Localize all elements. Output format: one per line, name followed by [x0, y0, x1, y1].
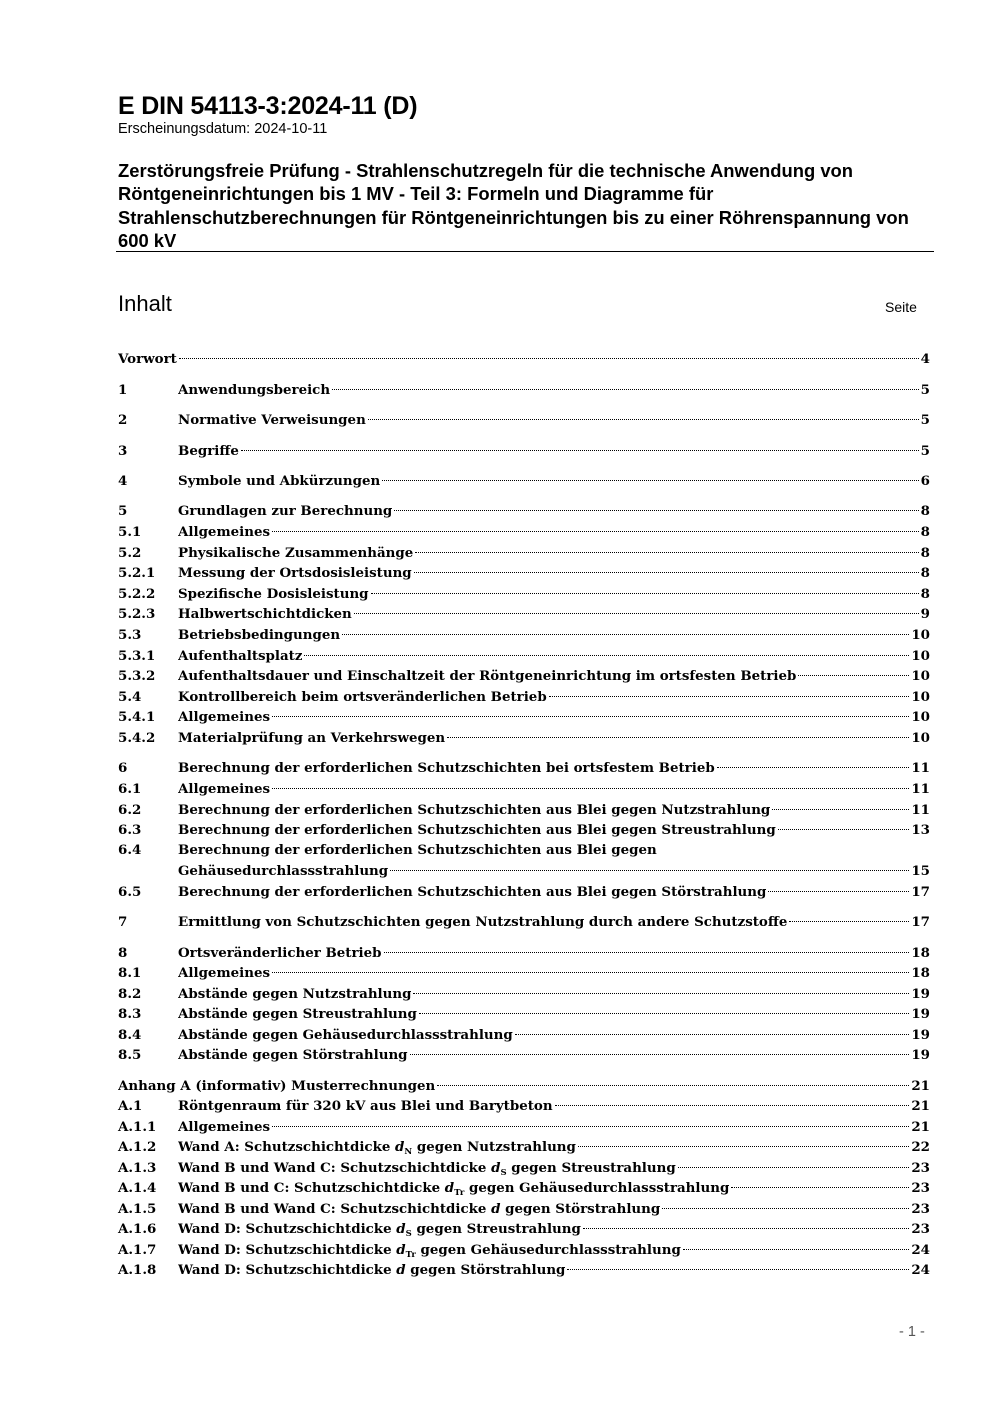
toc-entry[interactable]: [118, 1004, 930, 1024]
toc-entry-title: Aufenthaltsdauer und Einschaltzeit der Röntgeneinrichtung im ortsfesten Betrieb: [178, 668, 797, 684]
toc-entry-title: [178, 1260, 565, 1285]
toc-entry-title: Anwendungsbereich: [178, 382, 331, 398]
toc-entry-number: 8: [118, 945, 128, 961]
toc-entry-title-part: Wand D: Schutzschichtdicke: [178, 1242, 397, 1258]
toc-entry-title-part: Wand D: Schutzschichtdicke: [178, 1221, 397, 1237]
toc-dot-leader: [272, 788, 909, 789]
toc-entry-title-part: Wand B und Wand C: Schutzschichtdicke: [178, 1160, 492, 1176]
page-number: - 1 -: [899, 1324, 925, 1340]
toc-entry[interactable]: [118, 1199, 930, 1219]
toc-entry-number: 5.4.2: [118, 730, 156, 746]
toc-dot-leader: [414, 572, 919, 573]
toc-dot-leader: [583, 1228, 909, 1229]
toc-entry[interactable]: [118, 501, 930, 521]
toc-entry[interactable]: [118, 758, 930, 778]
toc-entry-page: 8: [920, 586, 930, 602]
toc-entry-page: 11: [911, 760, 930, 776]
toc-entry-title-part: gegen Streustrahlung: [411, 1221, 581, 1237]
toc-dot-leader: [410, 1054, 910, 1055]
toc-entry-page: 23: [911, 1201, 930, 1217]
toc-entry[interactable]: [118, 728, 930, 748]
toc-entry-number: 4: [118, 473, 128, 489]
toc-dot-leader: [419, 1013, 909, 1014]
toc-entry-page: 6: [920, 473, 930, 489]
toc-dot-leader: [382, 480, 918, 481]
toc-entry[interactable]: [118, 441, 930, 461]
toc-entry[interactable]: [118, 1178, 930, 1198]
toc-entry-page: 13: [911, 822, 930, 838]
toc-dot-leader: [731, 1187, 909, 1188]
toc-entry-number: 5.3.1: [118, 648, 156, 664]
toc-entry-symbol-subscript: N: [404, 1147, 413, 1157]
toc-entry-page: 8: [920, 503, 930, 519]
toc-entry-number: 6: [118, 760, 128, 776]
toc-entry-page: 4: [920, 351, 930, 367]
toc-entry-number: 8.5: [118, 1047, 142, 1063]
toc-entry-title: Allgemeines: [178, 965, 271, 981]
toc-dot-leader: [515, 1034, 910, 1035]
toc-entry[interactable]: [118, 1045, 930, 1065]
toc-dot-leader: [555, 1105, 910, 1106]
toc-entry-page: 19: [911, 1027, 930, 1043]
toc-dot-leader: [768, 891, 909, 892]
toc-dot-leader: [789, 921, 909, 922]
toc-entry-page: 24: [911, 1262, 930, 1278]
toc-entry-title: Berechnung der erforderlichen Schutzschichten aus Blei gegen: [178, 842, 657, 858]
toc-entry-page: 24: [911, 1242, 930, 1258]
toc-entry[interactable]: [118, 840, 930, 860]
toc-entry-number: 5.3.2: [118, 668, 156, 684]
toc-entry[interactable]: [118, 1240, 930, 1260]
toc-entry-title-part: Wand A: Schutzschichtdicke: [178, 1139, 396, 1155]
toc-entry-title: Spezifische Dosisleistung: [178, 586, 369, 602]
toc-entry[interactable]: [118, 779, 930, 799]
toc-entry-page: 5: [920, 443, 930, 459]
toc-entry[interactable]: [118, 625, 930, 645]
toc-entry[interactable]: [118, 1137, 930, 1157]
toc-entry-symbol-subscript: S: [500, 1168, 507, 1178]
toc-entry-title-part: Wand D: Schutzschichtdicke: [178, 1262, 397, 1278]
toc-entry-title: Kontrollbereich beim ortsveränderlichen Betrieb: [178, 689, 547, 705]
toc-dot-leader: [390, 870, 909, 871]
toc-dot-leader: [567, 1269, 909, 1270]
toc-entry-page: 19: [911, 1006, 930, 1022]
toc-entry-symbol: d: [395, 1139, 405, 1155]
toc-heading: Inhalt: [118, 291, 172, 316]
toc-entry-title: Röntgenraum für 320 kV aus Blei und Barytbeton: [178, 1098, 553, 1114]
toc-entry-page: 21: [911, 1119, 930, 1135]
toc-dot-leader: [415, 552, 918, 553]
toc-entry-title: Normative Verweisungen: [178, 412, 366, 428]
toc-entry-page: 5: [920, 382, 930, 398]
toc-dot-leader: [272, 1126, 909, 1127]
toc-entry-page: 21: [911, 1078, 930, 1094]
toc-entry[interactable]: [118, 349, 930, 369]
toc-entry-page: 23: [911, 1180, 930, 1196]
toc-dot-leader: [437, 1085, 909, 1086]
toc-entry-title-part: gegen Nutzstrahlung: [412, 1139, 576, 1155]
toc-dot-leader: [662, 1208, 909, 1209]
toc-entry[interactable]: [118, 563, 930, 583]
toc-entry-number: A.1.2: [118, 1139, 157, 1155]
toc-entry-title-part: gegen Gehäusedurchlassstrahlung: [415, 1242, 681, 1258]
toc-entry-number: 5.4: [118, 689, 142, 705]
toc-entry-title: Berechnung der erforderlichen Schutzschichten aus Blei gegen Streustrahlung: [178, 822, 776, 838]
toc-entry-number: 6.4: [118, 842, 142, 858]
toc-entry-continuation[interactable]: [178, 861, 930, 881]
toc-entry-page: 18: [911, 945, 930, 961]
toc-entry-number: 2: [118, 412, 128, 428]
toc-entry-number: 8.2: [118, 986, 142, 1002]
toc-entry-title: Abstände gegen Nutzstrahlung: [178, 986, 412, 1002]
toc-entry[interactable]: [118, 666, 930, 686]
toc-entry-title: Begriffe: [178, 443, 239, 459]
toc-entry-page: 11: [911, 781, 930, 797]
toc-entry-number: 7: [118, 914, 128, 930]
toc-entry-page: 10: [911, 709, 930, 725]
toc-entry-page: 17: [911, 884, 930, 900]
toc-entry[interactable]: [118, 943, 930, 963]
toc-dot-leader: [332, 389, 919, 390]
toc-entry-title-part: gegen Streustrahlung: [506, 1160, 676, 1176]
toc-entry[interactable]: [118, 1219, 930, 1239]
toc-dot-leader: [272, 531, 919, 532]
toc-dot-leader: [368, 419, 919, 420]
toc-dot-leader: [241, 450, 919, 451]
toc-entry-title: Betriebsbedingungen: [178, 627, 341, 643]
toc-entry-number: 5.3: [118, 627, 142, 643]
toc-entry-number: A.1.5: [118, 1201, 157, 1217]
toc-entry-page: 8: [920, 524, 930, 540]
toc-entry-number: 6.1: [118, 781, 142, 797]
toc-entry[interactable]: [118, 800, 930, 820]
toc-entry[interactable]: [118, 584, 930, 604]
toc-entry-number: 5: [118, 503, 128, 519]
toc-entry-page: 23: [911, 1221, 930, 1237]
toc-entry-page: 11: [911, 802, 930, 818]
toc-entry-number: 5.2.1: [118, 565, 156, 581]
toc-entry-number: 5.2.3: [118, 606, 156, 622]
toc-entry-page: 23: [911, 1160, 930, 1176]
toc-dot-leader: [384, 952, 910, 953]
toc-entry-page: 19: [911, 1047, 930, 1063]
toc-entry[interactable]: [118, 1076, 930, 1096]
toc-entry-number: 8.3: [118, 1006, 142, 1022]
publication-date: Erscheinungsdatum: 2024-10-11: [118, 121, 328, 137]
toc-dot-leader: [447, 737, 909, 738]
toc-dot-leader: [683, 1249, 910, 1250]
toc-entry-number: A.1.1: [118, 1119, 157, 1135]
toc-dot-leader: [678, 1167, 910, 1168]
toc-entry[interactable]: [118, 1096, 930, 1116]
toc-entry-page: 10: [911, 627, 930, 643]
toc-entry-title: Symbole und Abkürzungen: [178, 473, 381, 489]
toc-entry-number: 8.4: [118, 1027, 142, 1043]
toc-dot-leader: [354, 613, 919, 614]
toc-entry-symbol: d: [396, 1221, 406, 1237]
toc-entry-title: Berechnung der erforderlichen Schutzschichten aus Blei gegen Störstrahlung: [178, 884, 767, 900]
toc-dot-leader: [772, 809, 909, 810]
toc-entry-page: 10: [911, 648, 930, 664]
toc-entry-page: 17: [911, 914, 930, 930]
toc-entry-page: 10: [911, 689, 930, 705]
toc-entry[interactable]: [118, 707, 930, 727]
toc-entry[interactable]: [118, 1158, 930, 1178]
toc-entry[interactable]: [118, 543, 930, 563]
toc-entry-number: A.1.8: [118, 1262, 157, 1278]
toc-entry-page: 10: [911, 668, 930, 684]
toc-entry-title-part: gegen Störstrahlung: [405, 1262, 566, 1278]
toc-entry[interactable]: [118, 882, 930, 902]
toc-entry-title: Abstände gegen Störstrahlung: [178, 1047, 408, 1063]
toc-entry[interactable]: [118, 604, 930, 624]
toc-dot-leader: [798, 675, 909, 676]
toc-entry-page: 18: [911, 965, 930, 981]
toc-entry-number: A.1: [118, 1098, 143, 1114]
toc-entry-title: Messung der Ortsdosisleistung: [178, 565, 412, 581]
toc-entry[interactable]: [118, 1025, 930, 1045]
toc-entry-title: Berechnung der erforderlichen Schutzschichten bei ortsfestem Betrieb: [178, 760, 715, 776]
toc-entry-number: A.1.7: [118, 1242, 157, 1258]
toc-entry[interactable]: [118, 1260, 930, 1280]
toc-entry-number: 5.2.2: [118, 586, 156, 602]
toc-dot-leader: [272, 716, 909, 717]
toc-entry-page: 5: [920, 412, 930, 428]
toc-dot-leader: [717, 767, 910, 768]
toc-entry-page: 22: [911, 1139, 930, 1155]
toc-entry-title: Abstände gegen Gehäusedurchlassstrahlung: [178, 1027, 513, 1043]
toc-entry-symbol: d: [491, 1201, 501, 1217]
toc-entry[interactable]: [118, 984, 930, 1004]
toc-entry-symbol-subscript: S: [405, 1229, 412, 1239]
toc-entry-page: 19: [911, 986, 930, 1002]
toc-dot-leader: [394, 510, 918, 511]
toc-entry-symbol: d: [396, 1262, 406, 1278]
toc-entry[interactable]: [118, 963, 930, 983]
toc-dot-leader: [304, 655, 909, 656]
toc-entry-title: Materialprüfung an Verkehrswegen: [178, 730, 446, 746]
toc-entry-number: A.1.3: [118, 1160, 157, 1176]
toc-entry-title: Physikalische Zusammenhänge: [178, 545, 414, 561]
toc-dot-leader: [179, 358, 919, 359]
toc-entry-title: Allgemeines: [178, 781, 271, 797]
toc-entry-title-part: gegen Gehäusedurchlassstrahlung: [464, 1180, 730, 1196]
toc-entry-title: Berechnung der erforderlichen Schutzschichten aus Blei gegen Nutzstrahlung: [178, 802, 771, 818]
toc-entry-symbol-subscript: Tr: [405, 1250, 416, 1260]
toc-entry-number: 6.2: [118, 802, 142, 818]
toc-entry-number: 8.1: [118, 965, 142, 981]
toc-entry[interactable]: [118, 471, 930, 491]
toc-entry-title: Aufenthaltsplatz: [178, 648, 303, 664]
toc-entry-symbol: d: [396, 1242, 406, 1258]
toc-entry-label: Vorwort: [118, 351, 177, 367]
toc-entry-number: 1: [118, 382, 128, 398]
toc-entry[interactable]: [118, 687, 930, 707]
toc-dot-leader: [778, 829, 910, 830]
toc-entry-page: 10: [911, 730, 930, 746]
toc-entry-number: 3: [118, 443, 128, 459]
toc-entry-title: Allgemeines: [178, 524, 271, 540]
toc-entry-symbol-subscript: Tr: [454, 1188, 465, 1198]
toc-dot-leader: [342, 634, 909, 635]
title-divider: [116, 251, 934, 252]
toc-entry-title: Ortsveränderlicher Betrieb: [178, 945, 382, 961]
toc-entry-title: Abstände gegen Streustrahlung: [178, 1006, 417, 1022]
toc-entry[interactable]: [118, 820, 930, 840]
toc-entry[interactable]: [118, 522, 930, 542]
toc-entry-number: 5.1: [118, 524, 142, 540]
document-id: E DIN 54113-3:2024-11 (D): [118, 92, 418, 120]
toc-entry-number: 6.5: [118, 884, 142, 900]
toc-entry-page: 21: [911, 1098, 930, 1114]
toc-entry-title: Grundlagen zur Berechnung: [178, 503, 393, 519]
toc-dot-leader: [272, 972, 909, 973]
toc-entry-number: 5.4.1: [118, 709, 156, 725]
toc-entry-title: Ermittlung von Schutzschichten gegen Nutzstrahlung durch andere Schutzstoffe: [178, 914, 788, 930]
toc-entry-page: 8: [920, 565, 930, 581]
document-title: Zerstörungsfreie Prüfung - Strahlenschutzregeln für die technische Anwendung von Röntgeneinrichtungen bis 1 MV - Teil 3: Formeln und Diagramme für Strahlenschutzberechnungen für Röntgeneinrichtungen bis zu einer Röhrenspannung von 600 kV: [118, 160, 909, 252]
toc-entry-page: 15: [911, 863, 930, 879]
toc-entry[interactable]: [118, 1117, 930, 1137]
toc-entry-title: Allgemeines: [178, 709, 271, 725]
toc-entry-number: 5.2: [118, 545, 142, 561]
toc-entry-page: 8: [920, 545, 930, 561]
toc-entry-title: Allgemeines: [178, 1119, 271, 1135]
toc-entry-number: A.1.4: [118, 1180, 157, 1196]
toc-entry-title: Halbwertschichtdicken: [178, 606, 352, 622]
toc-dot-leader: [413, 993, 909, 994]
toc-entry-symbol: d: [444, 1180, 455, 1196]
toc-entry-label: Anhang A (informativ) Musterrechnungen: [118, 1078, 436, 1094]
page-column-label: Seite: [885, 299, 917, 315]
toc-dot-leader: [371, 593, 919, 594]
toc-entry-number: A.1.6: [118, 1221, 157, 1237]
toc-entry-page: 9: [920, 606, 930, 622]
toc-entry[interactable]: [118, 912, 930, 932]
toc-entry-title: Gehäusedurchlassstrahlung: [178, 863, 389, 879]
toc-entry-number: 6.3: [118, 822, 142, 838]
toc-dot-leader: [549, 696, 910, 697]
toc-entry[interactable]: [118, 380, 930, 400]
toc-entry[interactable]: [118, 410, 930, 430]
toc-entry-title-part: Wand B und C: Schutzschichtdicke: [178, 1180, 445, 1196]
toc-entry-symbol: d: [491, 1160, 501, 1176]
toc-dot-leader: [578, 1146, 909, 1147]
toc-entry[interactable]: [118, 646, 930, 666]
toc-entry-title-part: Wand B und Wand C: Schutzschichtdicke: [178, 1201, 492, 1217]
toc-entry-title-part: gegen Störstrahlung: [500, 1201, 661, 1217]
